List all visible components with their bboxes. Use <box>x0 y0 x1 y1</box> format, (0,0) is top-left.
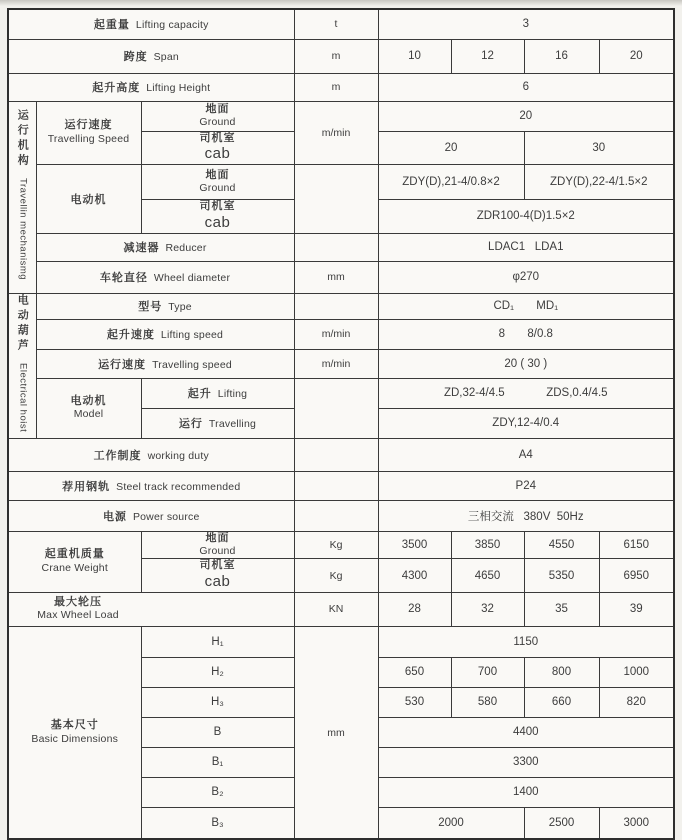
unit-hoist-type <box>294 293 378 319</box>
row-lifting-capacity <box>8 9 674 39</box>
label-basic-dimensions: 基本尺寸 Basic Dimensions <box>8 626 141 839</box>
row-working-duty <box>8 438 674 471</box>
dim-h2-3: 800 <box>524 657 599 687</box>
unit-span: m <box>294 39 378 73</box>
value-lifting-capacity: 3 <box>378 9 674 39</box>
dim-h2-2: 700 <box>451 657 524 687</box>
sublabel-cab: 司机室 cab <box>141 200 294 234</box>
label-max-wheel-load: 最大轮压 Max Wheel Load <box>8 592 294 626</box>
dim-value-b2: 1400 <box>378 777 674 807</box>
span-16: 16 <box>524 39 599 73</box>
dim-h3-3: 660 <box>524 687 599 717</box>
unit-power-source <box>294 500 378 531</box>
row-travel-motor-ground <box>8 165 674 200</box>
unit-hoist-motor <box>294 378 378 438</box>
value-motor-ground-1: ZDY(D),21-4/0.8×2 <box>378 165 524 200</box>
sublabel-cab: 司机室 cab <box>141 131 294 165</box>
unit-wheel-diameter: mm <box>294 261 378 293</box>
dim-h2-1: 650 <box>378 657 451 687</box>
value-motor-ground-2: ZDY(D),22-4/1.5×2 <box>524 165 674 200</box>
label-travelling-speed: 运行速度 Travelling Speed <box>36 101 141 165</box>
sublabel-ground: 地面 Ground <box>141 101 294 131</box>
label-steel-track: 荐用钢轨 Steel track recommended <box>8 471 294 500</box>
row-reducer <box>8 233 674 261</box>
label-lifting-height: 起升高度 Lifting Height <box>8 73 294 101</box>
value-hoist-motor-lifting: ZD,32-4/4.5 ZDS,0.4/4.5 <box>378 378 674 408</box>
label-power-source: 电源 Power source <box>8 500 294 531</box>
row-dim-h1 <box>8 626 674 657</box>
dim-h3-2: 580 <box>451 687 524 717</box>
section-en: Travellin mechanismg <box>17 177 29 281</box>
value-travel-speed-cab-2: 30 <box>524 131 674 165</box>
row-span <box>8 39 674 73</box>
label-hoist-lifting-speed: 起升速度 Lifting speed <box>36 319 294 349</box>
dim-name-b2: B₂ <box>141 777 294 807</box>
dim-b3-2: 2500 <box>524 807 599 839</box>
weight-cab-3: 5350 <box>524 559 599 593</box>
label-hoist-travelling-speed: 运行速度 Travelling speed <box>36 349 294 378</box>
weight-cab-4: 6950 <box>599 559 674 593</box>
sublabel-ground: 地面 Ground <box>141 531 294 559</box>
row-max-wheel-load <box>8 592 674 626</box>
dim-value-b: 4400 <box>378 717 674 747</box>
section-cn: 运行机构 <box>16 108 29 169</box>
dim-name-h1: H₁ <box>141 626 294 657</box>
row-lifting-height <box>8 73 674 101</box>
section-electrical-hoist: 电动葫芦Electrical hoist <box>8 293 36 438</box>
dim-name-h2: H₂ <box>141 657 294 687</box>
label-travel-motor: 电动机 <box>36 165 141 234</box>
weight-cab-2: 4650 <box>451 559 524 593</box>
wheel-load-3: 35 <box>524 592 599 626</box>
sublabel-travelling: 运行 Travelling <box>141 408 294 438</box>
dim-name-h3: H₃ <box>141 687 294 717</box>
value-power-source: 三相交流 380V 50Hz <box>378 500 674 531</box>
label-crane-weight: 起重机质量 Crane Weight <box>8 531 141 592</box>
weight-ground-4: 6150 <box>599 531 674 559</box>
weight-cab-1: 4300 <box>378 559 451 593</box>
row-steel-track <box>8 471 674 500</box>
value-hoist-motor-travelling: ZDY,12-4/0.4 <box>378 408 674 438</box>
row-hoist-travelling-speed <box>8 349 674 378</box>
label-cn: 起重量 <box>93 19 130 32</box>
value-motor-cab: ZDR100-4(D)1.5×2 <box>378 200 674 234</box>
unit-hoist-travelling-speed: m/min <box>294 349 378 378</box>
value-lifting-height: 6 <box>378 73 674 101</box>
value-travel-speed-cab-1: 20 <box>378 131 524 165</box>
dim-value-b1: 3300 <box>378 747 674 777</box>
label-lifting-capacity <box>8 9 294 39</box>
unit-hoist-lifting-speed: m/min <box>294 319 378 349</box>
sublabel-lifting: 起升 Lifting <box>141 378 294 408</box>
dim-name-b3: B₃ <box>141 807 294 839</box>
sublabel-cab: 司机室 cab <box>141 559 294 593</box>
label-hoist-motor: 电动机 Model <box>36 378 141 438</box>
unit-working-duty <box>294 438 378 471</box>
value-hoist-travelling-speed: 20 ( 30 ) <box>378 349 674 378</box>
sublabel-ground: 地面 Ground <box>141 165 294 200</box>
value-working-duty: A4 <box>378 438 674 471</box>
unit-lifting-height: m <box>294 73 378 101</box>
unit-max-wheel-load: KN <box>294 592 378 626</box>
weight-ground-2: 3850 <box>451 531 524 559</box>
span-20: 20 <box>599 39 674 73</box>
label-en: Lifting capacity <box>135 19 209 32</box>
value-hoist-lifting-speed: 8 8/0.8 <box>378 319 674 349</box>
label-working-duty: 工作制度 working duty <box>8 438 294 471</box>
unit-reducer <box>294 233 378 261</box>
dim-h3-1: 530 <box>378 687 451 717</box>
row-travel-speed-ground <box>8 101 674 131</box>
value-steel-track: P24 <box>378 471 674 500</box>
label-wheel-diameter: 车轮直径 Wheel diameter <box>36 261 294 293</box>
row-hoist-type <box>8 293 674 319</box>
unit-travel-motor <box>294 165 378 234</box>
dim-b3-3: 3000 <box>599 807 674 839</box>
dim-h3-4: 820 <box>599 687 674 717</box>
value-reducer: LDAC1 LDA1 <box>378 233 674 261</box>
dim-name-b1: B₁ <box>141 747 294 777</box>
dim-b3-1: 2000 <box>378 807 524 839</box>
wheel-load-2: 32 <box>451 592 524 626</box>
row-wheel-diameter <box>8 261 674 293</box>
row-power-source <box>8 500 674 531</box>
unit-travelling-speed: m/min <box>294 101 378 165</box>
unit-crane-weight-ground: Kg <box>294 531 378 559</box>
unit-basic-dimensions: mm <box>294 626 378 839</box>
weight-ground-1: 3500 <box>378 531 451 559</box>
wheel-load-4: 39 <box>599 592 674 626</box>
row-crane-weight-ground <box>8 531 674 559</box>
span-10: 10 <box>378 39 451 73</box>
value-wheel-diameter: φ270 <box>378 261 674 293</box>
unit-lifting-capacity: t <box>294 9 378 39</box>
weight-ground-3: 4550 <box>524 531 599 559</box>
wheel-load-1: 28 <box>378 592 451 626</box>
row-hoist-motor-lifting <box>8 378 674 408</box>
section-travelling-mechanism <box>8 101 36 293</box>
value-travel-speed-ground: 20 <box>378 101 674 131</box>
dim-value-h1: 1150 <box>378 626 674 657</box>
label-hoist-type: 型号 Type <box>36 293 294 319</box>
row-hoist-lifting-speed <box>8 319 674 349</box>
value-hoist-type: CD₁ MD₁ <box>378 293 674 319</box>
crane-spec-table <box>7 8 675 840</box>
dim-name-b: B <box>141 717 294 747</box>
unit-crane-weight-cab: Kg <box>294 559 378 593</box>
label-reducer: 减速器 Reducer <box>36 233 294 261</box>
unit-steel-track <box>294 471 378 500</box>
label-span: 跨度 Span <box>8 39 294 73</box>
span-12: 12 <box>451 39 524 73</box>
dim-h2-4: 1000 <box>599 657 674 687</box>
